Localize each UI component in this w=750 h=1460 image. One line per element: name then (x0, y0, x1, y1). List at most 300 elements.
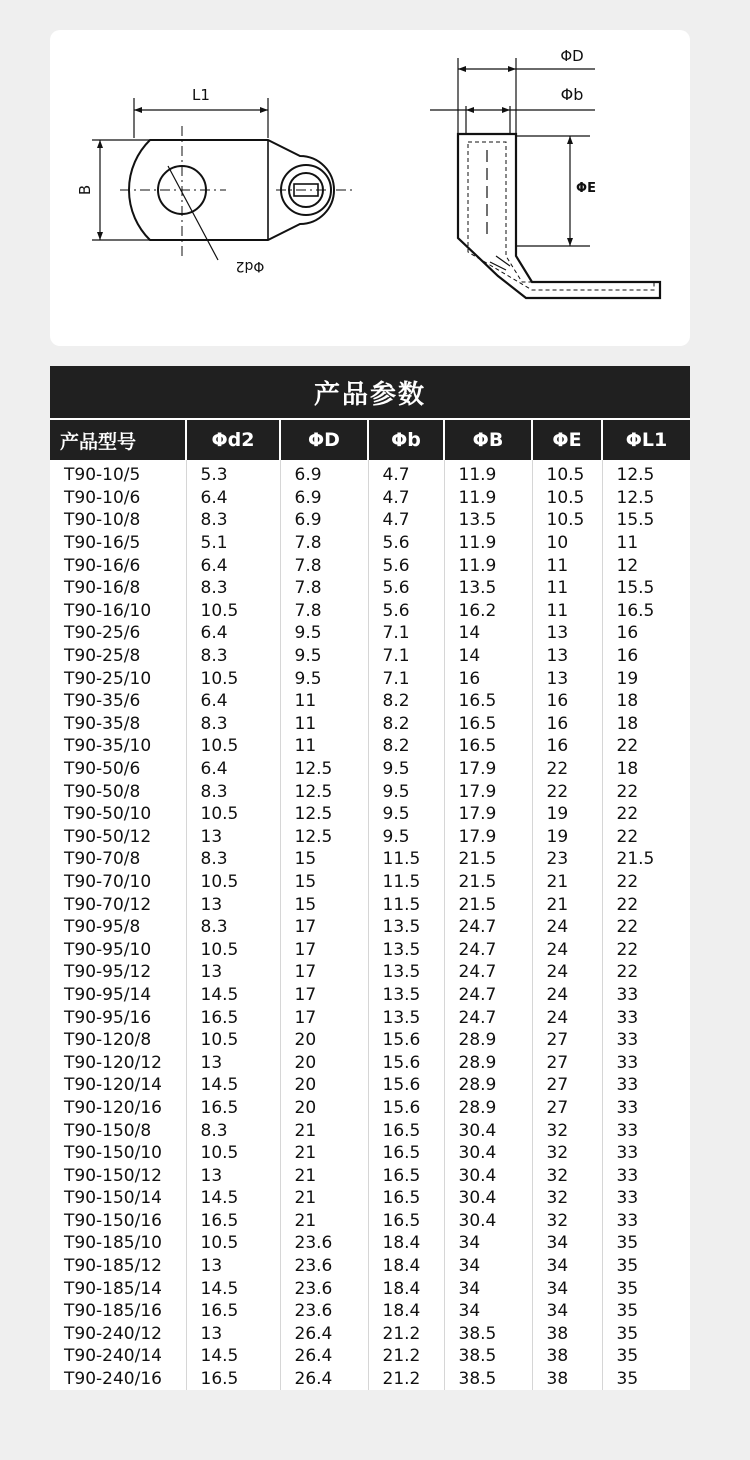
value-cell: 14 (444, 645, 532, 668)
model-cell: T90-150/10 (64, 1143, 162, 1164)
value-cell: 21.5 (602, 848, 690, 871)
table-header-row (50, 419, 690, 460)
table-row (50, 916, 690, 939)
value-cell: 11.5 (368, 871, 444, 894)
value-cell: 16 (532, 735, 602, 758)
model-cell: T90-185/14 (64, 1278, 162, 1299)
value-cell: 18 (602, 758, 690, 781)
table-row (50, 1210, 690, 1233)
value-cell: 16 (602, 645, 690, 668)
value-cell: 15.5 (602, 577, 690, 600)
model-cell: T90-50/6 (64, 759, 141, 780)
value-cell: 21 (532, 871, 602, 894)
value-cell: 22 (602, 780, 690, 803)
value-cell: 11 (280, 713, 368, 736)
model-cell: T90-120/16 (64, 1097, 162, 1118)
table-row (50, 1074, 690, 1097)
value-cell: 8.2 (368, 735, 444, 758)
value-cell: 6.4 (186, 487, 280, 510)
column-header: Φb (368, 419, 444, 460)
value-cell: 17 (280, 938, 368, 961)
value-cell: 16.5 (186, 1300, 280, 1323)
value-cell: 8.2 (368, 690, 444, 713)
value-cell: 20 (280, 1029, 368, 1052)
value-cell: 10.5 (186, 938, 280, 961)
value-cell: 35 (602, 1277, 690, 1300)
value-cell: 30.4 (444, 1164, 532, 1187)
value-cell: 22 (602, 916, 690, 939)
value-cell: 38 (532, 1368, 602, 1391)
value-cell: 33 (602, 1187, 690, 1210)
column-header: ΦB (444, 419, 532, 460)
value-cell: 34 (532, 1232, 602, 1255)
value-cell: 17 (280, 1006, 368, 1029)
model-cell: T90-95/14 (64, 984, 152, 1005)
table-row (50, 1368, 690, 1391)
diagram-card (50, 30, 690, 346)
value-cell: 8.2 (368, 713, 444, 736)
value-cell: 10.5 (186, 600, 280, 623)
value-cell: 15.6 (368, 1051, 444, 1074)
value-cell: 13 (186, 893, 280, 916)
value-cell: 33 (602, 1164, 690, 1187)
table-row (50, 1300, 690, 1323)
value-cell: 18.4 (368, 1255, 444, 1278)
table-row (50, 1323, 690, 1346)
table-row (50, 826, 690, 849)
value-cell: 16.5 (186, 1097, 280, 1120)
value-cell: 16.5 (368, 1187, 444, 1210)
value-cell: 32 (532, 1119, 602, 1142)
value-cell: 26.4 (280, 1345, 368, 1368)
value-cell: 22 (532, 758, 602, 781)
value-cell: 19 (532, 803, 602, 826)
value-cell: 7.8 (280, 532, 368, 555)
value-cell: 19 (532, 826, 602, 849)
value-cell: 12.5 (280, 826, 368, 849)
table-row (50, 600, 690, 623)
table-row (50, 1142, 690, 1165)
table-row (50, 848, 690, 871)
value-cell: 6.9 (280, 487, 368, 510)
value-cell: 20 (280, 1097, 368, 1120)
value-cell: 35 (602, 1255, 690, 1278)
column-header: Φd2 (186, 419, 280, 460)
value-cell: 21.5 (444, 848, 532, 871)
model-cell: T90-185/12 (64, 1256, 162, 1277)
table-row (50, 1345, 690, 1368)
model-cell: T90-185/16 (64, 1301, 162, 1322)
table-row (50, 509, 690, 532)
value-cell: 13 (186, 1323, 280, 1346)
model-cell: T90-16/10 (64, 600, 152, 621)
model-cell: T90-240/14 (64, 1346, 162, 1367)
value-cell: 30.4 (444, 1210, 532, 1233)
table-row (50, 758, 690, 781)
value-cell: 6.9 (280, 509, 368, 532)
value-cell: 15.6 (368, 1029, 444, 1052)
value-cell: 7.1 (368, 622, 444, 645)
value-cell: 22 (602, 871, 690, 894)
value-cell: 8.3 (186, 916, 280, 939)
value-cell: 5.1 (186, 532, 280, 555)
value-cell: 5.3 (186, 460, 280, 487)
value-cell: 14.5 (186, 1345, 280, 1368)
value-cell: 13 (186, 961, 280, 984)
value-cell: 11.5 (368, 893, 444, 916)
value-cell: 22 (532, 780, 602, 803)
value-cell: 16 (532, 713, 602, 736)
value-cell: 16.5 (186, 1210, 280, 1233)
table-row (50, 622, 690, 645)
value-cell: 28.9 (444, 1074, 532, 1097)
value-cell: 34 (532, 1277, 602, 1300)
table-row (50, 1277, 690, 1300)
model-cell: T90-185/10 (64, 1233, 162, 1254)
value-cell: 28.9 (444, 1051, 532, 1074)
model-cell: T90-50/12 (64, 826, 152, 847)
table-row (50, 780, 690, 803)
value-cell: 5.6 (368, 532, 444, 555)
value-cell: 24.7 (444, 938, 532, 961)
column-header: ΦL1 (602, 419, 690, 460)
value-cell: 34 (444, 1300, 532, 1323)
value-cell: 21.2 (368, 1323, 444, 1346)
value-cell: 17.9 (444, 780, 532, 803)
value-cell: 7.8 (280, 577, 368, 600)
model-cell: T90-70/12 (64, 894, 152, 915)
value-cell: 8.3 (186, 780, 280, 803)
value-cell: 21 (280, 1210, 368, 1233)
table-row (50, 735, 690, 758)
value-cell: 33 (602, 984, 690, 1007)
value-cell: 16.5 (186, 1006, 280, 1029)
label-b: B (76, 184, 94, 196)
value-cell: 33 (602, 1029, 690, 1052)
value-cell: 16.2 (444, 600, 532, 623)
value-cell: 10.5 (186, 667, 280, 690)
value-cell: 21.5 (444, 893, 532, 916)
value-cell: 13 (186, 826, 280, 849)
value-cell: 16.5 (368, 1210, 444, 1233)
model-cell: T90-25/6 (64, 623, 141, 644)
value-cell: 8.3 (186, 713, 280, 736)
table-row (50, 803, 690, 826)
value-cell: 10.5 (186, 1029, 280, 1052)
model-cell: T90-95/8 (64, 917, 141, 938)
value-cell: 16 (532, 690, 602, 713)
table-row (50, 893, 690, 916)
value-cell: 7.8 (280, 554, 368, 577)
value-cell: 24 (532, 961, 602, 984)
value-cell: 15.6 (368, 1074, 444, 1097)
label-E: ΦE (576, 181, 596, 196)
value-cell: 15.6 (368, 1097, 444, 1120)
value-cell: 13.5 (368, 1006, 444, 1029)
value-cell: 34 (444, 1232, 532, 1255)
value-cell: 12 (602, 554, 690, 577)
table-row (50, 1097, 690, 1120)
value-cell: 30.4 (444, 1142, 532, 1165)
column-header: ΦE (532, 419, 602, 460)
table-row (50, 871, 690, 894)
value-cell: 5.6 (368, 554, 444, 577)
model-cell: T90-16/8 (64, 578, 141, 599)
value-cell: 33 (602, 1074, 690, 1097)
value-cell: 13 (532, 645, 602, 668)
value-cell: 16.5 (186, 1368, 280, 1391)
value-cell: 14.5 (186, 1277, 280, 1300)
value-cell: 13 (532, 622, 602, 645)
value-cell: 13 (532, 667, 602, 690)
table-row (50, 577, 690, 600)
value-cell: 8.3 (186, 848, 280, 871)
value-cell: 6.4 (186, 554, 280, 577)
value-cell: 33 (602, 1097, 690, 1120)
value-cell: 5.6 (368, 577, 444, 600)
value-cell: 34 (532, 1255, 602, 1278)
value-cell: 10.5 (532, 487, 602, 510)
value-cell: 23.6 (280, 1232, 368, 1255)
value-cell: 21 (532, 893, 602, 916)
value-cell: 23 (532, 848, 602, 871)
value-cell: 16.5 (444, 735, 532, 758)
table-row (50, 1006, 690, 1029)
value-cell: 8.3 (186, 1119, 280, 1142)
label-b-small: Φb (560, 85, 584, 104)
value-cell: 24.7 (444, 984, 532, 1007)
value-cell: 9.5 (280, 645, 368, 668)
value-cell: 12.5 (280, 780, 368, 803)
value-cell: 33 (602, 1006, 690, 1029)
value-cell: 22 (602, 961, 690, 984)
value-cell: 12.5 (602, 460, 690, 487)
value-cell: 24 (532, 984, 602, 1007)
value-cell: 11.9 (444, 532, 532, 555)
value-cell: 23.6 (280, 1300, 368, 1323)
value-cell: 17.9 (444, 803, 532, 826)
value-cell: 12.5 (280, 758, 368, 781)
value-cell: 16 (444, 667, 532, 690)
table-row (50, 645, 690, 668)
value-cell: 33 (602, 1142, 690, 1165)
value-cell: 11.9 (444, 554, 532, 577)
value-cell: 27 (532, 1097, 602, 1120)
value-cell: 38.5 (444, 1368, 532, 1391)
value-cell: 21.2 (368, 1368, 444, 1391)
value-cell: 18.4 (368, 1277, 444, 1300)
value-cell: 10.5 (186, 735, 280, 758)
value-cell: 5.6 (368, 600, 444, 623)
value-cell: 24 (532, 1006, 602, 1029)
value-cell: 16.5 (368, 1164, 444, 1187)
value-cell: 4.7 (368, 487, 444, 510)
value-cell: 13.5 (444, 509, 532, 532)
value-cell: 38.5 (444, 1323, 532, 1346)
model-cell: T90-120/8 (64, 1030, 152, 1051)
table-row (50, 938, 690, 961)
model-cell: T90-16/5 (64, 533, 141, 554)
value-cell: 34 (532, 1300, 602, 1323)
value-cell: 11 (532, 577, 602, 600)
value-cell: 11.9 (444, 487, 532, 510)
model-cell: T90-35/6 (64, 691, 141, 712)
value-cell: 12.5 (602, 487, 690, 510)
value-cell: 23.6 (280, 1277, 368, 1300)
model-cell: T90-150/16 (64, 1210, 162, 1231)
value-cell: 11 (532, 600, 602, 623)
value-cell: 6.9 (280, 460, 368, 487)
value-cell: 8.3 (186, 645, 280, 668)
value-cell: 28.9 (444, 1097, 532, 1120)
model-cell: T90-95/12 (64, 962, 152, 983)
value-cell: 17.9 (444, 826, 532, 849)
value-cell: 7.1 (368, 667, 444, 690)
value-cell: 11.9 (444, 460, 532, 487)
value-cell: 15 (280, 893, 368, 916)
model-cell: T90-95/10 (64, 939, 152, 960)
value-cell: 35 (602, 1323, 690, 1346)
value-cell: 24.7 (444, 961, 532, 984)
value-cell: 16 (602, 622, 690, 645)
model-cell: T90-150/14 (64, 1188, 162, 1209)
value-cell: 38 (532, 1345, 602, 1368)
terminal-lug-drawing (50, 30, 690, 346)
model-cell: T90-95/16 (64, 1007, 152, 1028)
value-cell: 17 (280, 916, 368, 939)
value-cell: 24.7 (444, 1006, 532, 1029)
value-cell: 17 (280, 984, 368, 1007)
value-cell: 13.5 (368, 984, 444, 1007)
value-cell: 22 (602, 803, 690, 826)
value-cell: 13 (186, 1051, 280, 1074)
value-cell: 9.5 (368, 826, 444, 849)
value-cell: 11 (532, 554, 602, 577)
value-cell: 22 (602, 938, 690, 961)
model-cell: T90-16/6 (64, 555, 141, 576)
table-row (50, 554, 690, 577)
table-row (50, 1119, 690, 1142)
table-row (50, 984, 690, 1007)
value-cell: 15 (280, 848, 368, 871)
value-cell: 21 (280, 1119, 368, 1142)
value-cell: 9.5 (368, 758, 444, 781)
value-cell: 27 (532, 1051, 602, 1074)
value-cell: 21 (280, 1164, 368, 1187)
value-cell: 18.4 (368, 1300, 444, 1323)
value-cell: 9.5 (368, 780, 444, 803)
value-cell: 10.5 (186, 1232, 280, 1255)
spec-table (50, 366, 690, 1390)
value-cell: 14.5 (186, 1074, 280, 1097)
value-cell: 8.3 (186, 509, 280, 532)
value-cell: 13.5 (368, 938, 444, 961)
value-cell: 21 (280, 1142, 368, 1165)
value-cell: 30.4 (444, 1119, 532, 1142)
value-cell: 10 (532, 532, 602, 555)
model-cell: T90-50/8 (64, 781, 141, 802)
table-title: 产品参数 (50, 366, 690, 419)
model-cell: T90-10/8 (64, 510, 141, 531)
value-cell: 20 (280, 1051, 368, 1074)
value-cell: 12.5 (280, 803, 368, 826)
value-cell: 22 (602, 826, 690, 849)
model-cell: T90-150/12 (64, 1165, 162, 1186)
value-cell: 11 (280, 735, 368, 758)
value-cell: 10.5 (186, 1142, 280, 1165)
value-cell: 6.4 (186, 690, 280, 713)
model-cell: T90-120/12 (64, 1052, 162, 1073)
value-cell: 34 (444, 1277, 532, 1300)
column-header: ΦD (280, 419, 368, 460)
value-cell: 28.9 (444, 1029, 532, 1052)
table-row (50, 690, 690, 713)
value-cell: 10.5 (186, 871, 280, 894)
value-cell: 7.1 (368, 645, 444, 668)
value-cell: 6.4 (186, 622, 280, 645)
value-cell: 13 (186, 1255, 280, 1278)
value-cell: 16.5 (444, 713, 532, 736)
value-cell: 38 (532, 1323, 602, 1346)
value-cell: 13.5 (368, 916, 444, 939)
value-cell: 13.5 (444, 577, 532, 600)
value-cell: 9.5 (280, 667, 368, 690)
value-cell: 10.5 (532, 509, 602, 532)
value-cell: 10.5 (532, 460, 602, 487)
value-cell: 16.5 (368, 1119, 444, 1142)
table-row (50, 1051, 690, 1074)
value-cell: 33 (602, 1051, 690, 1074)
value-cell: 15 (280, 871, 368, 894)
table-body (50, 460, 690, 1390)
label-l1: L1 (192, 86, 210, 104)
model-cell: T90-240/12 (64, 1323, 162, 1344)
value-cell: 33 (602, 1210, 690, 1233)
table-row (50, 713, 690, 736)
table-row (50, 1255, 690, 1278)
value-cell: 35 (602, 1345, 690, 1368)
value-cell: 35 (602, 1368, 690, 1391)
value-cell: 27 (532, 1074, 602, 1097)
value-cell: 18.4 (368, 1232, 444, 1255)
value-cell: 13 (186, 1164, 280, 1187)
value-cell: 4.7 (368, 509, 444, 532)
model-cell: T90-120/14 (64, 1075, 162, 1096)
model-cell: T90-70/8 (64, 849, 141, 870)
model-cell: T90-70/10 (64, 871, 152, 892)
value-cell: 34 (444, 1255, 532, 1278)
value-cell: 32 (532, 1142, 602, 1165)
value-cell: 14 (444, 622, 532, 645)
value-cell: 11 (280, 690, 368, 713)
label-D: ΦD (560, 47, 584, 65)
model-cell: T90-35/10 (64, 736, 152, 757)
value-cell: 24.7 (444, 916, 532, 939)
label-d2: Φd2 (235, 258, 265, 274)
table-row (50, 1029, 690, 1052)
value-cell: 6.4 (186, 758, 280, 781)
value-cell: 38.5 (444, 1345, 532, 1368)
value-cell: 14.5 (186, 984, 280, 1007)
value-cell: 22 (602, 735, 690, 758)
table-row (50, 961, 690, 984)
value-cell: 20 (280, 1074, 368, 1097)
value-cell: 22 (602, 893, 690, 916)
table-row (50, 460, 690, 487)
value-cell: 10.5 (186, 803, 280, 826)
value-cell: 11.5 (368, 848, 444, 871)
model-cell: T90-50/10 (64, 804, 152, 825)
